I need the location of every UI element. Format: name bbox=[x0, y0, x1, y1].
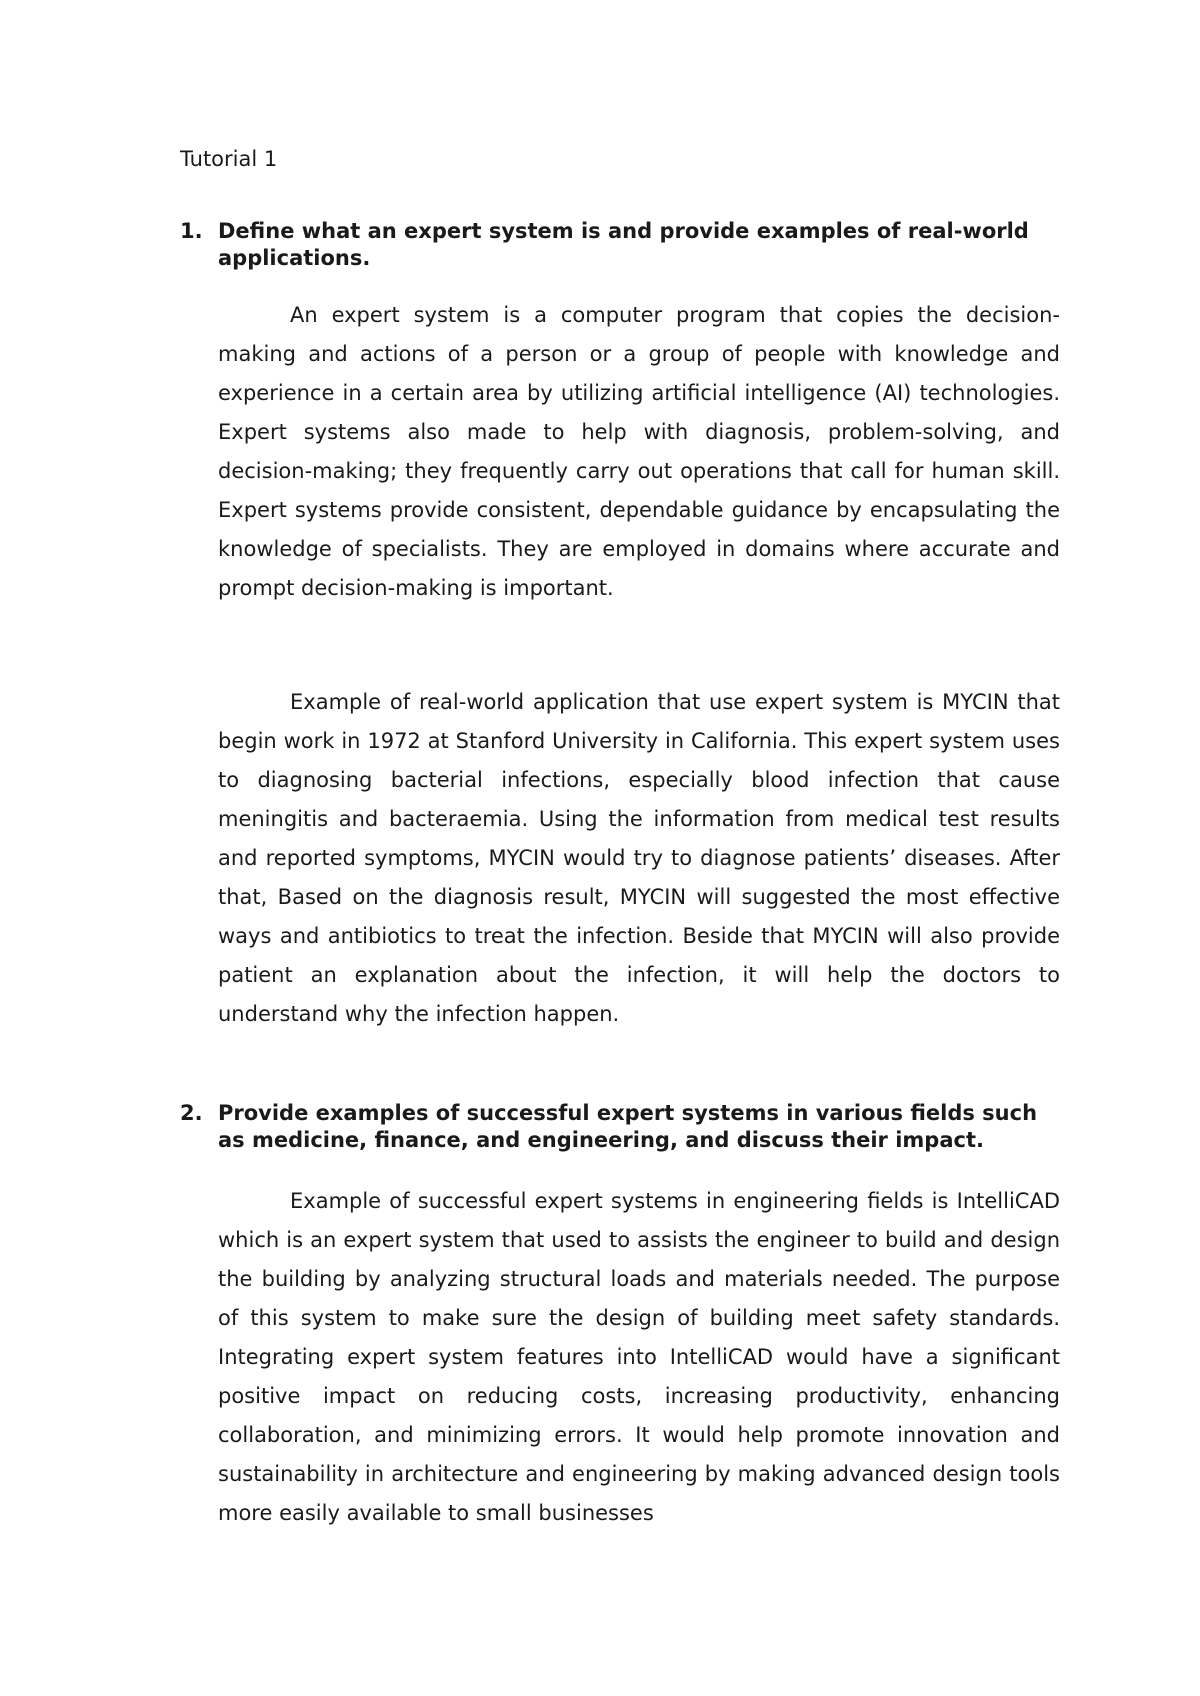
answer-2-paragraph-1: Example of successful expert systems in engineering fields is IntelliCAD which is an expert system that used to assists the engineer to build and design the building by analyzing structural loads and materials needed. The purpose of this system to make sure the design of building meet safety standards. Integrating expert system features into IntelliCAD would have a significant positive impact on reducing costs, increasing productivity, enhancing collaboration, and minimizing errors. It would help promote innovation and sustainability in architecture and engineering by making advanced design tools more easily available to small businesses bbox=[218, 1189, 1060, 1525]
question-2-heading bbox=[180, 1100, 1060, 1154]
document-title: Tutorial 1 bbox=[180, 147, 278, 171]
answer-1-paragraph-1: An expert system is a computer program that copies the decision-making and actions of a person or a group of people with knowledge and experience in a certain area by utilizing artificial intelligence (AI) technologies. Expert systems also made to help with diagnosis, problem-solving, and decision-making; they frequently carry out operations that call for human skill. Expert systems provide consistent, dependable guidance by encapsulating the knowledge of specialists. They are employed in domains where accurate and prompt decision-making is important. bbox=[218, 303, 1060, 600]
question-number: 1. bbox=[180, 219, 203, 243]
question-text: Define what an expert system is and provide examples of real-world applications. bbox=[218, 219, 1029, 270]
question-text: Provide examples of successful expert systems in various fields such as medicine, finance, and engineering, and discuss their impact. bbox=[218, 1101, 1038, 1152]
question-number: 2. bbox=[180, 1101, 203, 1125]
answer-1-paragraph-2: Example of real-world application that use expert system is MYCIN that begin work in 1972 at Stanford University in California. This expert system uses to diagnosing bacterial infections, especially blood infection that cause meningitis and bacteraemia. Using the information from medical test results and reported symptoms, MYCIN would try to diagnose patients’ diseases. After that, Based on the diagnosis result, MYCIN will suggested the most effective ways and antibiotics to treat the infection. Beside that MYCIN will also provide patient an explanation about the infection, it will help the doctors to understand why the infection happen. bbox=[218, 690, 1060, 1026]
question-1-heading bbox=[180, 218, 1060, 272]
